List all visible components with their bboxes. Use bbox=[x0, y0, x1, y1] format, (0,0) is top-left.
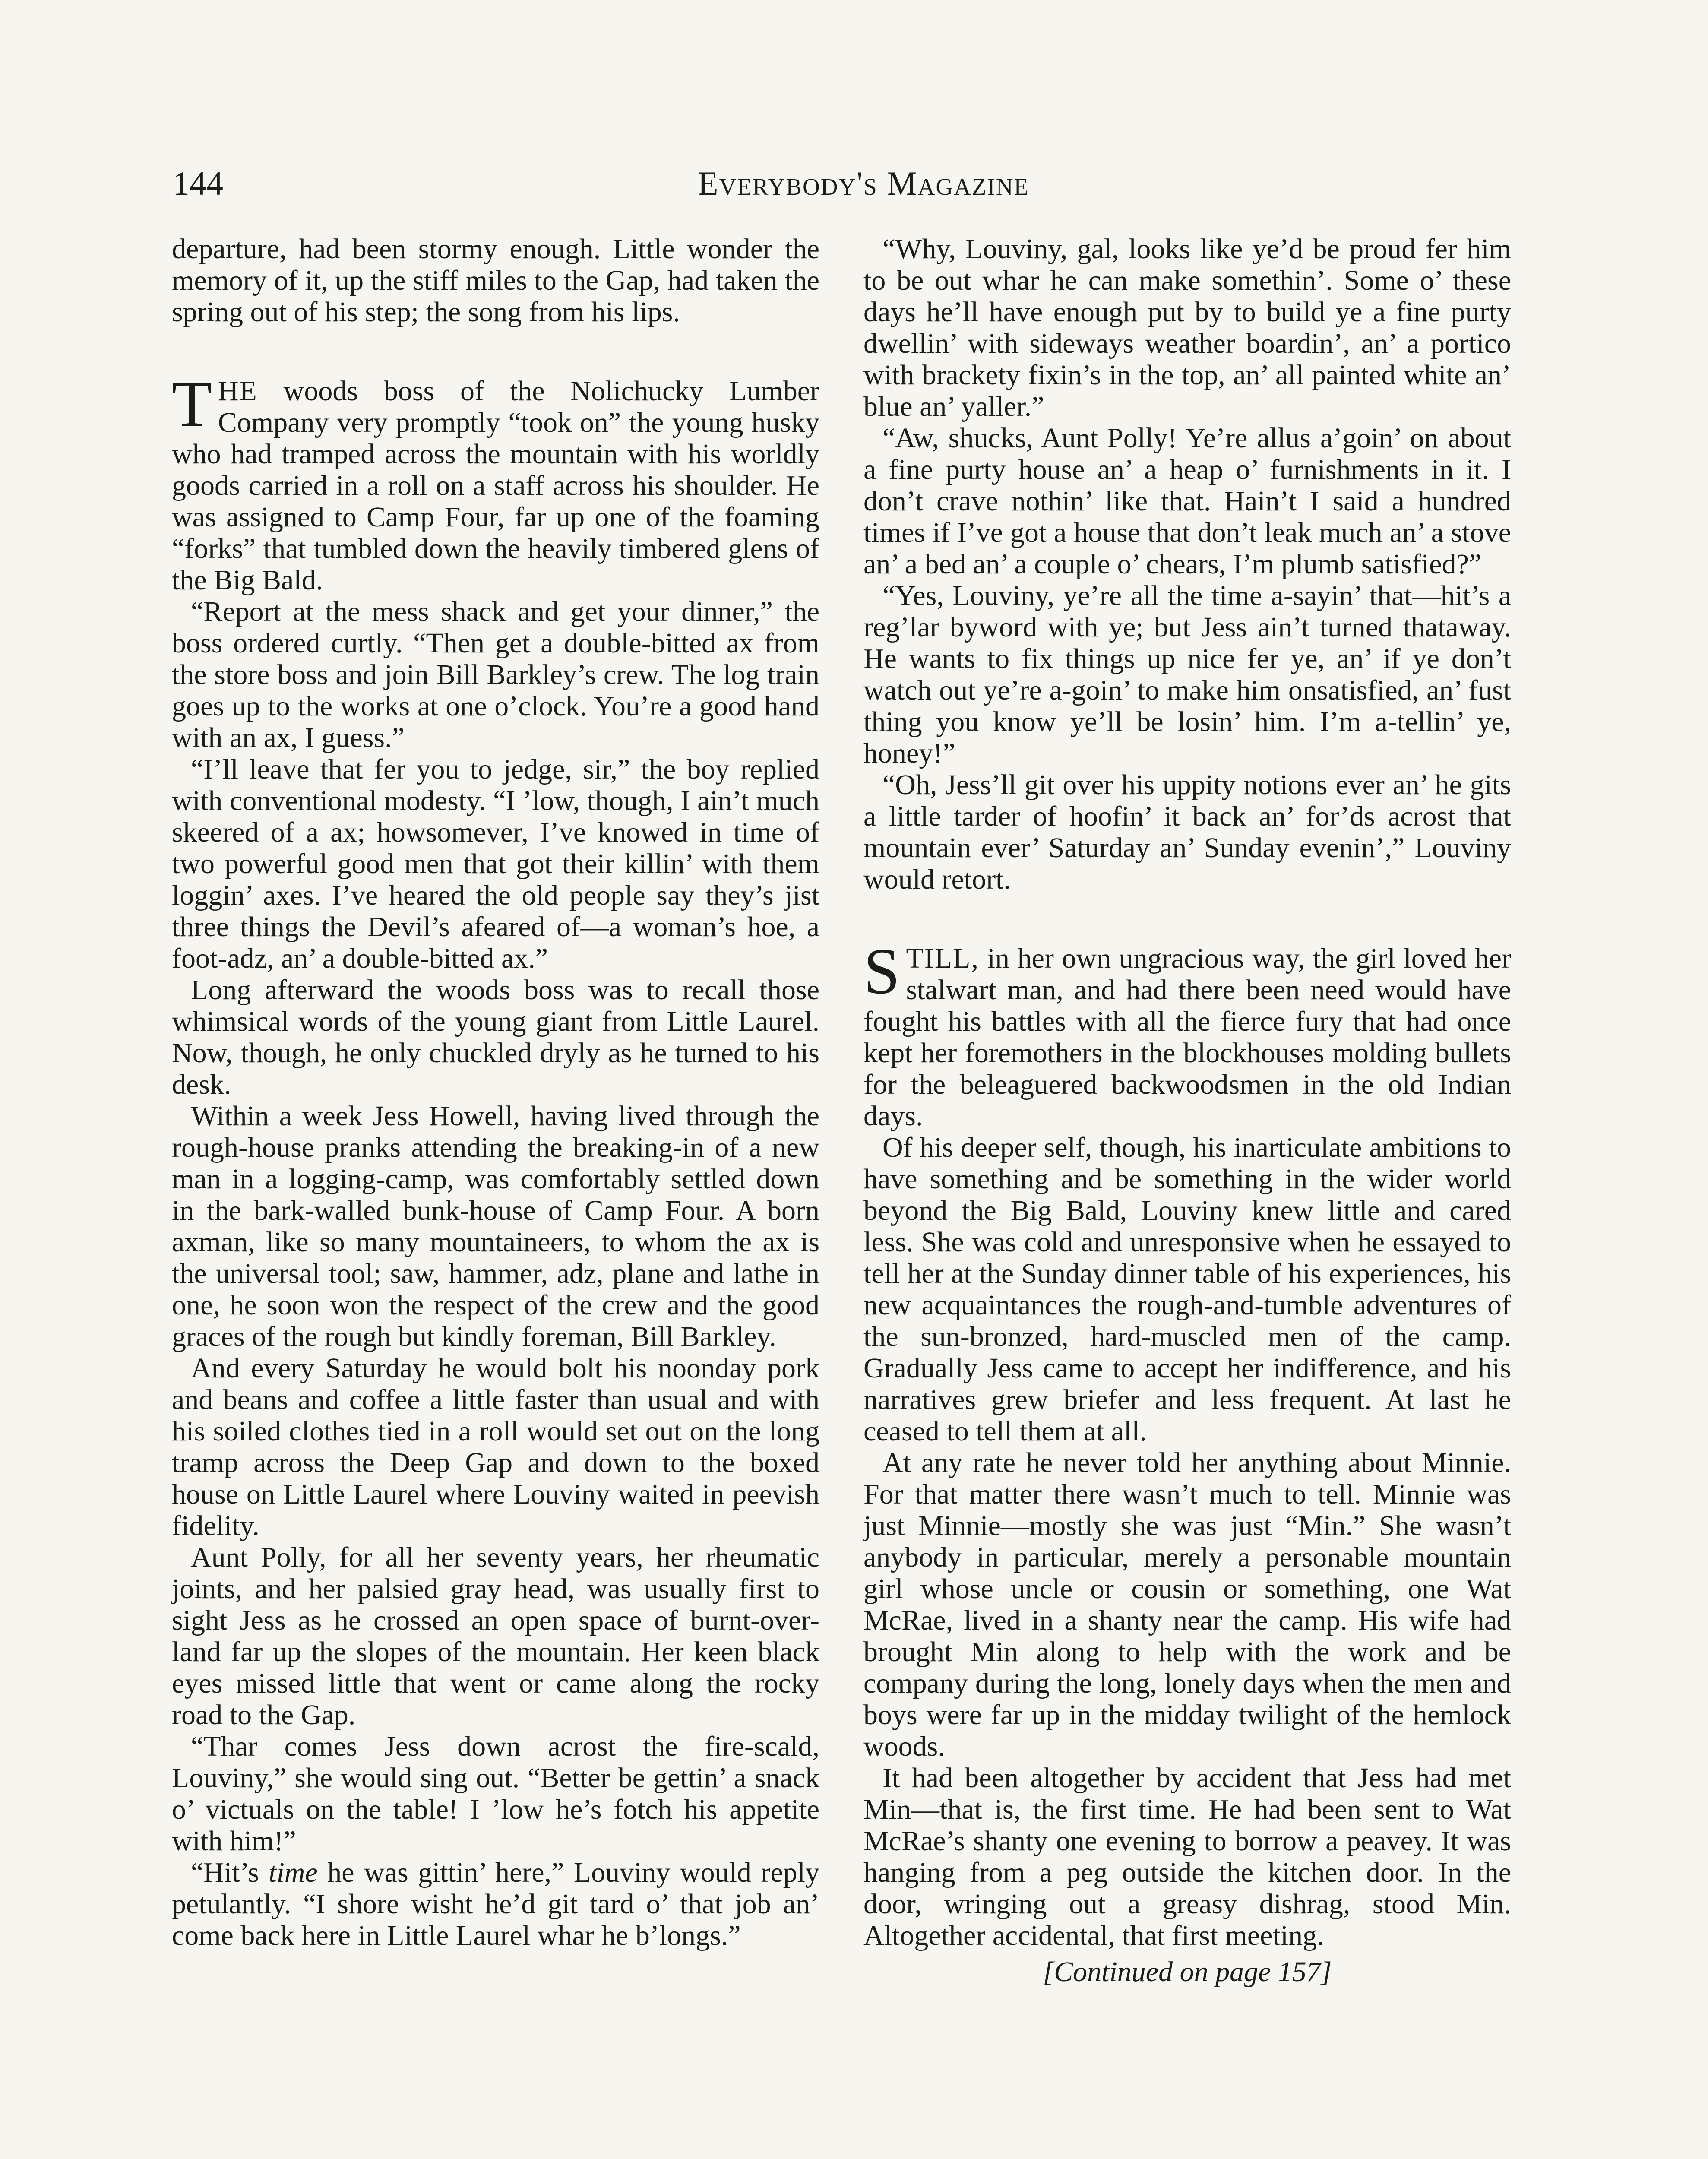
paragraph: And every Saturday he would bolt his noonday pork and beans and coffee a little faster than usual and with his soiled clothes tied in a roll would set out on the long tramp across the Deep Gap and down to the boxed house on Little Laurel where Louviny waited in peevish fidelity. bbox=[172, 1352, 819, 1542]
page-header bbox=[173, 160, 1554, 207]
paragraph: “I’ll leave that fer you to jedge, sir,” the boy replied with conventional modesty. “I ’low, though, I ain’t much skeered of a ax; howsomever, I’ve knowed in time of two powerful good men that got their killin’ with them loggin’ axes. I’ve heared the old people say they’s jist three things the Devil’s afeared of—a woman’s hoe, a foot-adz, an’ a double-bitted ax.” bbox=[172, 753, 819, 974]
paragraph: “Aw, shucks, Aunt Polly! Ye’re allus a’goin’ on about a fine purty house an’ a heap o’ furnishments in it. I don’t crave nothin’ like that. Hain’t I said a hundred times if I’ve got a house that don’t leak much an’ a stove an’ a bed an’ a couple o’ chears, I’m plumb satisfied?” bbox=[863, 422, 1511, 580]
paragraph bbox=[172, 1857, 819, 1951]
paragraph-text: he was gittin’ here,” Louviny would reply petulantly. “I shore wisht he’d git tard o’ that job an’ come back here in Little Laurel whar he b’longs.” bbox=[172, 1857, 819, 1951]
paragraph: Of his deeper self, though, his inarticulate ambitions to have something and be something in the wider world beyond the Big Bald, Louviny knew little and cared less. She was cold and unresponsive when he essayed to tell her at the Sunday dinner table of his experiences, his new acquaintances the rough-and-tumble adventures of the sun-bronzed, hard-muscled men of the camp. Gradually Jess came to accept her indifference, and his narratives grew briefer and less frequent. At last he ceased to tell them at all. bbox=[863, 1132, 1511, 1447]
paragraph: Aunt Polly, for all her seventy years, her rheumatic joints, and her palsied gray head, was usually first to sight Jess as he crossed an open space of burnt-over-land far up the slopes of the mountain. Her keen black eyes missed little that went or came along the rocky road to the Gap. bbox=[172, 1542, 819, 1731]
section-opening-paragraph bbox=[863, 935, 1511, 1132]
opening-smallcaps: HE bbox=[218, 375, 258, 407]
paragraph: “Why, Louviny, gal, looks like ye’d be proud fer him to be out whar he can make somethin’. Some o’ these days he’ll have enough put by to build ye a fine purty dwellin’ with sideways weather boardin’, an’ a portico with brackety fixin’s in the top, an’ all painted white an’ blue an’ yaller.” bbox=[863, 233, 1511, 422]
drop-cap: S bbox=[863, 935, 900, 1007]
paragraph: Long afterward the woods boss was to recall those whimsical words of the young giant from Little Laurel. Now, though, he only chuckled dryly as he turned to his desk. bbox=[172, 974, 819, 1100]
section-opening-paragraph bbox=[172, 367, 819, 596]
paragraph: It had been altogether by accident that Jess had met Min—that is, the first time. He had been sent to Wat McRae’s shanty one evening to borrow a peavey. It was hanging from a peg outside the kitchen door. In the door, wringing out a greasy dishrag, stood Min. Altogether accidental, that first meeting. bbox=[863, 1762, 1511, 1951]
paragraph: departure, had been stormy enough. Little wonder the memory of it, up the stiff miles to the Gap, had taken the spring out of his step; the song from his lips. bbox=[172, 233, 819, 328]
continued-notice: [Continued on page 157] bbox=[1043, 1956, 1332, 1988]
running-head: Everybody's Magazine bbox=[697, 165, 1030, 202]
page-number: 144 bbox=[173, 165, 223, 202]
paragraph-text: “Hit’s bbox=[191, 1857, 269, 1888]
paragraph: “Yes, Louviny, ye’re all the time a-sayin’ that—hit’s a reg’lar byword with ye; but Jess ain’t turned thataway. He wants to fix things up nice fer ye, an’ if ye don’t watch out ye’re a-goin’ to make him onsatisfied, an’ fust thing you know ye’ll be losin’ him. I’m a-tellin’ ye, honey!” bbox=[863, 580, 1511, 769]
right-column bbox=[863, 233, 1511, 1988]
paragraph-text: woods boss of the Nolichucky Lumber Company very promptly “took on” the young husky who had tramped across the mountain with his worldly goods carried in a roll on a staff across his shoulder. He was assigned to Camp Four, far up one of the foaming “forks” that tumbled down the heavily timbered glens of the Big Bald. bbox=[172, 375, 819, 596]
paragraph: “Report at the mess shack and get your dinner,” the boss ordered curtly. “Then get a double-bitted ax from the store boss and join Bill Barkley’s crew. The log train goes up to the works at one o’clock. You’re a good hand with an ax, I guess.” bbox=[172, 596, 819, 753]
paragraph: “Thar comes Jess down acrost the fire-scald, Louviny,” she would sing out. “Better be gettin’ a snack o’ victuals on the table! I ’low he’s fotch his appetite with him!” bbox=[172, 1731, 819, 1857]
left-column bbox=[172, 233, 819, 1951]
drop-cap: T bbox=[172, 367, 212, 440]
opening-smallcaps: TILL, bbox=[906, 943, 979, 974]
emphasis: time bbox=[269, 1857, 318, 1888]
paragraph: At any rate he never told her anything about Minnie. For that matter there wasn’t much to tell. Minnie was just Minnie—mostly she was just “Min.” She wasn’t anybody in particular, merely a personable mountain girl whose uncle or cousin or something, one Wat McRae, lived in a shanty near the camp. His wife had brought Min along to help with the work and be company during the long, lonely days when the men and boys were far up in the midday twilight of the hemlock woods. bbox=[863, 1447, 1511, 1762]
paragraph: “Oh, Jess’ll git over his uppity notions ever an’ he gits a little tarder of hoofin’ it back an’ for’ds acrost that mountain ever’ Saturday an’ Sunday evenin’,” Louviny would retort. bbox=[863, 769, 1511, 895]
paragraph-text: in her own ungracious way, the girl loved her stalwart man, and had there been need would have fought his battles with all the fierce fury that had once kept her foremothers in the blockhouses molding bullets for the beleaguered backwoodsmen in the old Indian days. bbox=[863, 943, 1511, 1132]
paragraph: Within a week Jess Howell, having lived through the rough-house pranks attending the breaking-in of a new man in a logging-camp, was comfortably settled down in the bark-walled bunk-house of Camp Four. A born axman, like so many mountaineers, to whom the ax is the universal tool; saw, hammer, adz, plane and lathe in one, he soon won the respect of the crew and the good graces of the rough but kindly foreman, Bill Barkley. bbox=[172, 1100, 819, 1352]
